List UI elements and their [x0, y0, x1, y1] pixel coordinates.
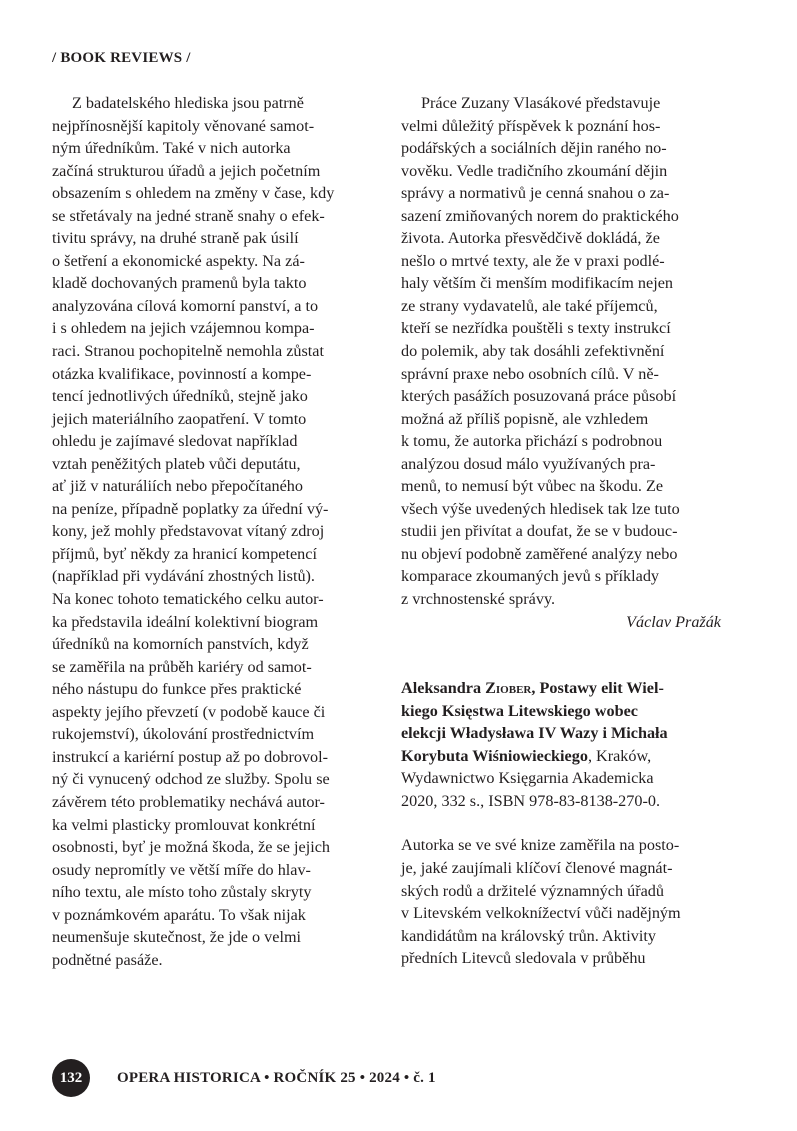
text-line: (například při vydávání zhostných listů). [52, 567, 315, 586]
book-title-part4: Korybuta Wiśniowieckiego [401, 746, 588, 765]
text-line: tivitu správy, na druhé straně pak úsilí [52, 229, 299, 248]
text-line: kterých pasážích posuzovaná práce působí [401, 387, 677, 406]
text-line: rukojemství), úkolování prostřednictvím [52, 725, 315, 744]
text-line: ských rodů a držitelé významných úřadů [401, 881, 664, 900]
text-line: ný či vynucený odchod ze služby. Spolu se [52, 770, 330, 789]
text-line: sazení zmiňovaných norem do praktického [401, 206, 679, 225]
text-line: z vrchnostenské správy. [401, 590, 556, 609]
text-line: všech výše uvedených hledisek tak lze tuto [401, 499, 680, 518]
text-line: k tomu, že autorka přichází s podrobnou [401, 432, 663, 451]
right-column [401, 92, 721, 970]
text-line: haly větším či menším modifikacím nejen [401, 274, 673, 293]
text-line: ným úředníkům. Také v nich autorka [52, 139, 291, 158]
text-line: analyzována cílová komorní panství, a to [52, 296, 319, 315]
text-line: ohledu je zajímavé sledovat například [52, 432, 298, 451]
text-line: do polemik, aby tak dosáhli zefektivnění [401, 342, 665, 361]
book-title-part3: elekcji Władysława IV Wazy i Michała [401, 724, 668, 743]
text-line: nejpřínosnější kapitoly věnované samot- [52, 116, 315, 135]
text-line: ného nástupu do funkce přes praktické [52, 680, 302, 699]
text-line: v poznámkovém aparátu. To však nijak [52, 905, 306, 924]
text-line: neumenšuje skutečnost, že jde o velmi [52, 928, 302, 947]
text-line: tencí jednotlivých úředníků, stejně jako [52, 387, 308, 406]
text-line: Z badatelského hlediska jsou patrně [72, 94, 304, 112]
review-opening-paragraph [401, 834, 721, 969]
text-line: analýzou dosud málo využívaných pra- [401, 454, 656, 473]
text-line: jejich materiálního zaopatření. V tomto [52, 409, 307, 428]
text-line: nu objeví podobně zaměřené analýzy nebo [401, 544, 678, 563]
text-line: nešlo o mrtvé texty, ale že v praxi podlé- [401, 251, 665, 270]
text-line: závěrem této problematiky nechává autor- [52, 792, 325, 811]
text-line: Práce Zuzany Vlasákové představuje [421, 94, 661, 112]
text-line: se zaměřila na průběh kariéry od samot- [52, 657, 312, 676]
text-line: se střetávaly na jedné straně snahy o efek- [52, 206, 325, 225]
text-line: instrukcí a kariérní postup až po dobrovol- [52, 747, 329, 766]
text-line: je, jaké zaujímali klíčoví členové magnát- [401, 858, 673, 877]
text-line: raci. Stranou pochopitelně nemohla zůstat [52, 342, 324, 361]
text-line: studii jen přivítat a doufat, že se v budouc- [401, 522, 678, 541]
book-author-first-name: Aleksandra [401, 679, 486, 698]
review-conclusion-paragraph [401, 92, 721, 611]
text-line: menů, to nemusí být vůbec na škodu. Ze [401, 477, 664, 496]
text-line: kladě dochovaných pramenů byla takto [52, 274, 307, 293]
text-line: ať již v naturáliích nebo přepočítaného [52, 477, 303, 496]
text-line: kandidátům na královský trůn. Aktivity [401, 926, 656, 945]
text-line: na peníze, případně poplatky za úřední vý- [52, 499, 329, 518]
book-title-part2: kiego Księstwa Litewskiego wobec [401, 701, 638, 720]
journal-citation: OPERA HISTORICA • ROČNÍK 25 • 2024 • č. 1 [117, 1069, 436, 1086]
text-line: života. Autorka přesvědčivě dokládá, že [401, 229, 660, 248]
text-line: Na konec tohoto tematického celku autor- [52, 590, 324, 609]
book-author-surname: Ziober [485, 679, 532, 698]
text-line: obsazením s ohledem na změny v čase, kdy [52, 184, 335, 203]
text-line: začíná strukturou úřadů a jejich početním [52, 161, 321, 180]
reviewer-signature: Václav Pražák [626, 612, 721, 631]
text-line: osudy nepromítly ve větší míře do hlav- [52, 860, 311, 879]
text-line: předních Litevců sledovala v průběhu [401, 949, 646, 968]
text-line: správy a normativů je cenná snahou o za- [401, 184, 670, 203]
text-line: osobnosti, byť je možná škoda, že se jejich [52, 838, 330, 857]
text-line: vztah peněžitých plateb vůči deputátu, [52, 454, 301, 473]
text-line: ka velmi plasticky promlouvat konkrétní [52, 815, 316, 834]
text-line: ze strany vydavatelů, ale také příjemců, [401, 296, 658, 315]
book-publication-details: 2020, 332 s., ISBN 978-83-8138-270-0. [401, 791, 660, 810]
text-line: velmi důležitý příspěvek k poznání hos- [401, 116, 661, 135]
text-line: v Litevském velkoknížectví vůči nadějným [401, 904, 681, 923]
text-line: vověku. Vedle tradičního zkoumání dějin [401, 161, 668, 180]
text-line: Autorka se ve své knize zaměřila na posto- [401, 836, 680, 855]
text-line: podnětné pasáže. [52, 950, 163, 969]
text-line: otázka kvalifikace, povinností a kompe- [52, 364, 312, 383]
text-line: komparace zkoumaných jevů s příklady [401, 567, 660, 586]
page-footer [52, 1058, 436, 1098]
section-header: / BOOK REVIEWS / [52, 50, 191, 66]
text-line: podářských a sociálních dějin raného no- [401, 139, 667, 158]
text-line: úředníků na komorních panstvích, když [52, 635, 309, 654]
book-place: , Kraków, [587, 746, 652, 765]
book-title-part1: , Postawy elit Wiel- [531, 679, 664, 698]
text-line: aspekty jejího převzetí (v podobě kauce či [52, 702, 326, 721]
text-line: správní praxe nebo osobních cílů. V ně- [401, 364, 659, 383]
text-line: ka představila ideální kolektivní biogram [52, 612, 319, 631]
text-line: ního textu, ale místo toho zůstaly skryty [52, 883, 312, 902]
left-column [52, 92, 372, 971]
text-line: kteří se nezřídka pouštěli s texty instrukcí [401, 319, 671, 338]
book-review-heading [401, 677, 721, 812]
text-line: možná až příliš popisně, ale vzhledem [401, 409, 649, 428]
text-line: i s ohledem na jejich vzájemnou kompa- [52, 319, 315, 338]
text-line: kony, jež mohly představovat vítaný zdroj [52, 522, 325, 541]
page-number: 132 [52, 1059, 90, 1097]
book-publisher: Wydawnictwo Księgarnia Akademicka [401, 769, 654, 788]
text-line: o šetření a ekonomické aspekty. Na zá- [52, 251, 305, 270]
text-line: příjmů, byť někdy za hranicí kompetencí [52, 544, 317, 563]
